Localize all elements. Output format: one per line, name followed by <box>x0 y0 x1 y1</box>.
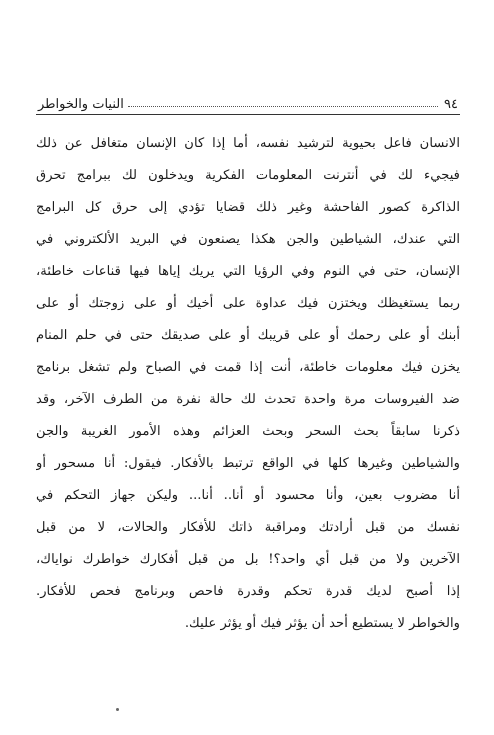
text-line: الذاكرة كصور الفاحشة وغير ذلك قضايا تؤدي إلى حرق كل البرامج <box>36 200 460 215</box>
scan-speck <box>116 708 119 711</box>
page-number: ٩٤ <box>444 97 458 112</box>
text-line: الآخرين ولا من قبل أي واحد؟! بل من قبل أفكارك خواطرك نواياك، <box>36 552 460 567</box>
text-line: أنا مضروب بعين، وأنا محسود أو أنا.. أنا... وليكن جهاز التحكم في <box>36 488 460 503</box>
text-line: فيجيء لك في أنترنت المعلومات الفكرية ويدخلون لك ببرامج تحرق <box>36 168 460 183</box>
body-text <box>36 128 460 640</box>
text-line: إذا أصبح لديك قدرة تحكم وقدرة فاحص وبرنامج فحص للأفكار. <box>36 584 460 599</box>
text-line: نفسك من قبل أرادتك ومراقبة ذاتك للأفكار والحالات، لا من قبل <box>36 520 460 535</box>
running-title: النيات والخواطر <box>38 97 124 112</box>
text-line: ربما يستغيظك ويختزن فيك عداوة على أخيك أو على زوجتك أو على <box>36 296 460 311</box>
text-line: أبنك أو على رحمك أو على قريبك أو على صديقك حتى في حلم المنام <box>36 328 460 343</box>
text-line: الانسان فاعل بحيوية لترشيد نفسه، أما إذا كان الإنسان متغافل عن ذلك <box>36 136 460 151</box>
text-line: ذكرنا سابقاً بحث السحر وبحث العزائم وهذه الأمور الغريبة والجن <box>36 424 460 439</box>
running-header <box>38 90 458 112</box>
text-line: والشياطين وغيرها كلها في الواقع ترتبط بالأفكار. فيقول: أنا مسحور أو <box>36 456 460 471</box>
header-dot-leader <box>128 106 438 107</box>
text-line: والخواطر لا يستطيع أحد أن يؤثر فيك أو يؤثر عليك. <box>184 616 460 631</box>
text-line: ضد الفيروسات مرة واحدة تحدث لك حالة نفرة من الطرف الآخر، وقد <box>36 392 460 407</box>
header-rule <box>36 114 460 115</box>
text-line: التي عندك، الشياطين والجن هكذا يصنعون في البريد الألكتروني في <box>36 232 460 247</box>
text-line: يخزن فيك معلومات خاطئة، أنت إذا قمت في الصباح ولم تشغل برنامج <box>36 360 460 375</box>
text-line: الإنسان، حتى في النوم وفي الرؤيا التي يريك إياها فيها قناعات خاطئة، <box>36 264 460 279</box>
